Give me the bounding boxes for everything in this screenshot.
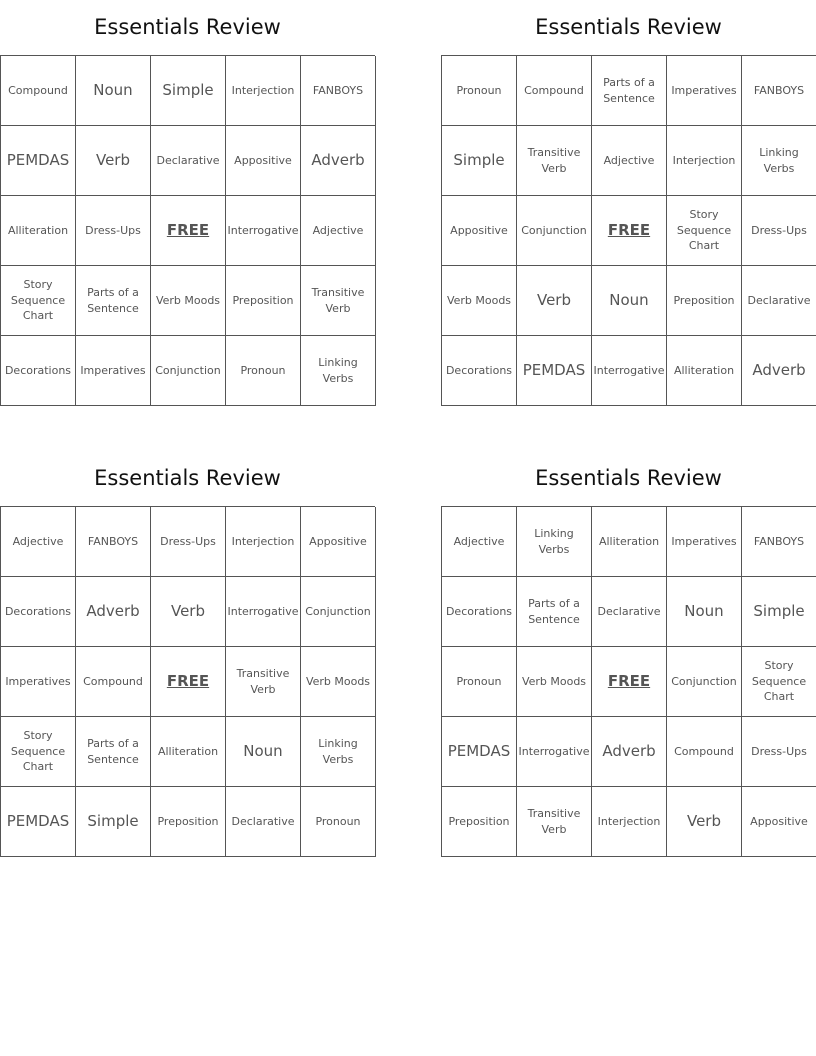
bingo-cell-label: Imperatives — [5, 674, 71, 688]
bingo-cell — [517, 647, 592, 717]
bingo-cell — [667, 507, 742, 577]
bingo-cell — [517, 266, 592, 336]
bingo-cell — [151, 507, 226, 577]
bingo-cell-label: Transitive Verb — [311, 286, 365, 315]
bingo-cell — [301, 577, 376, 647]
bingo-cell — [742, 787, 816, 857]
bingo-cell-label: Preposition — [232, 293, 294, 307]
bingo-cell-label: Verb Moods — [305, 674, 371, 688]
bingo-cell-label: Story Sequence Chart — [676, 208, 732, 253]
bingo-cell — [226, 126, 301, 196]
bingo-cell-label: Parts of a Sentence — [87, 737, 139, 766]
bingo-cell-label: FREE — [166, 671, 210, 690]
bingo-cell-label: Appositive — [450, 223, 508, 237]
bingo-cell-label: PEMDAS — [6, 150, 70, 169]
bingo-cell — [226, 787, 301, 857]
bingo-cell-label: Declarative — [156, 153, 220, 167]
bingo-cell — [592, 56, 667, 126]
bingo-cell — [442, 577, 517, 647]
bingo-cell-label: FANBOYS — [312, 83, 364, 97]
bingo-cell-label: Dress-Ups — [85, 223, 141, 237]
bingo-cell — [517, 787, 592, 857]
bingo-cell — [151, 336, 226, 406]
bingo-cell-label: Noun — [93, 80, 133, 99]
bingo-cell-label: Appositive — [750, 814, 808, 828]
free-space-cell — [592, 196, 667, 266]
bingo-cell-label: Interrogative — [593, 363, 665, 377]
bingo-cell — [742, 577, 816, 647]
bingo-cell — [151, 56, 226, 126]
bingo-cell — [667, 126, 742, 196]
bingo-cell — [667, 336, 742, 406]
bingo-cell — [76, 647, 151, 717]
bingo-cell — [226, 577, 301, 647]
bingo-cell — [151, 577, 226, 647]
bingo-cell — [1, 196, 76, 266]
card-title: Essentials Review — [535, 466, 722, 490]
bingo-cell-label: Linking Verbs — [318, 356, 358, 385]
bingo-cell-label: Verb Moods — [155, 293, 221, 307]
bingo-cell-label: Linking Verbs — [534, 527, 574, 556]
bingo-cell — [151, 126, 226, 196]
bingo-cell — [667, 787, 742, 857]
bingo-grid — [441, 506, 816, 857]
bingo-cell — [742, 717, 816, 787]
bingo-cell-label: Noun — [243, 741, 283, 760]
bingo-cell-label: Interjection — [672, 153, 736, 167]
card-title: Essentials Review — [94, 15, 281, 39]
bingo-cell-label: PEMDAS — [447, 741, 511, 760]
bingo-cell — [226, 336, 301, 406]
bingo-cell-label: Preposition — [673, 293, 735, 307]
bingo-cell-label: Pronoun — [240, 363, 286, 377]
bingo-cell-label: Alliteration — [7, 223, 69, 237]
bingo-cell-label: Decorations — [4, 363, 72, 377]
bingo-cell — [442, 787, 517, 857]
bingo-cell — [517, 56, 592, 126]
free-space-cell — [151, 196, 226, 266]
bingo-cell-label: Alliteration — [598, 534, 660, 548]
bingo-cell — [151, 717, 226, 787]
bingo-cell — [226, 196, 301, 266]
bingo-cell — [442, 647, 517, 717]
bingo-cell-label: Adjective — [453, 534, 505, 548]
bingo-cell — [742, 507, 816, 577]
bingo-cell-label: Conjunction — [521, 223, 587, 237]
bingo-cell — [667, 647, 742, 717]
bingo-cell-label: FREE — [166, 220, 210, 239]
bingo-cell-label: Verb — [95, 150, 130, 169]
bingo-cell-label: Decorations — [445, 604, 513, 618]
bingo-cell — [592, 507, 667, 577]
bingo-cell — [592, 577, 667, 647]
bingo-cell — [226, 717, 301, 787]
bingo-cell — [1, 56, 76, 126]
bingo-cell-label: FREE — [607, 220, 651, 239]
bingo-cell — [76, 266, 151, 336]
bingo-cell — [442, 507, 517, 577]
bingo-cell — [667, 196, 742, 266]
bingo-cell — [442, 196, 517, 266]
bingo-cell-label: Story Sequence Chart — [10, 729, 66, 774]
bingo-cell-label: Conjunction — [305, 604, 371, 618]
bingo-cell-label: Conjunction — [155, 363, 221, 377]
bingo-cell-label: Adjective — [603, 153, 655, 167]
bingo-cell-label: FANBOYS — [753, 534, 805, 548]
bingo-grid — [0, 55, 375, 406]
bingo-cell-label: Dress-Ups — [751, 744, 807, 758]
free-space-cell — [592, 647, 667, 717]
bingo-grid — [0, 506, 375, 857]
bingo-cell-label: Compound — [524, 83, 584, 97]
bingo-cell-label: FANBOYS — [753, 83, 805, 97]
bingo-cell — [151, 266, 226, 336]
bingo-cell-label: Dress-Ups — [751, 223, 807, 237]
bingo-cell-label: Alliteration — [157, 744, 219, 758]
bingo-cell — [442, 336, 517, 406]
bingo-cell — [301, 717, 376, 787]
bingo-cell-label: Interjection — [597, 814, 661, 828]
bingo-cell-label: Transitive Verb — [236, 667, 290, 696]
bingo-cell-label: Noun — [684, 601, 724, 620]
bingo-cell-label: Preposition — [448, 814, 510, 828]
bingo-cell-label: Decorations — [445, 363, 513, 377]
bingo-cell-label: Decorations — [4, 604, 72, 618]
bingo-cell — [301, 266, 376, 336]
bingo-cell-label: Imperatives — [671, 83, 737, 97]
bingo-cell — [226, 266, 301, 336]
bingo-cell — [442, 126, 517, 196]
bingo-cell-label: Imperatives — [671, 534, 737, 548]
bingo-cell-label: Interjection — [231, 83, 295, 97]
bingo-cell-label: Preposition — [157, 814, 219, 828]
bingo-cell — [592, 126, 667, 196]
bingo-cell-label: Story Sequence Chart — [751, 659, 807, 704]
bingo-cell-label: Declarative — [747, 293, 811, 307]
bingo-card-1 — [0, 0, 375, 406]
bingo-cell — [517, 507, 592, 577]
bingo-cell-label: Compound — [674, 744, 734, 758]
bingo-grid — [441, 55, 816, 406]
bingo-cell — [742, 196, 816, 266]
bingo-cell — [517, 717, 592, 787]
bingo-cell-label: Noun — [609, 290, 649, 309]
bingo-cell — [442, 56, 517, 126]
bingo-cell-label: Parts of a Sentence — [87, 286, 139, 315]
bingo-cell — [76, 717, 151, 787]
bingo-cell — [592, 266, 667, 336]
bingo-card-2 — [441, 0, 816, 406]
bingo-cell-label: Adjective — [312, 223, 364, 237]
bingo-cell-label: Interrogative — [227, 223, 299, 237]
bingo-cell-label: Appositive — [309, 534, 367, 548]
bingo-cell — [76, 787, 151, 857]
bingo-cell — [1, 507, 76, 577]
bingo-cell — [301, 787, 376, 857]
bingo-cell — [742, 647, 816, 717]
bingo-cell-label: Verb Moods — [521, 674, 587, 688]
bingo-cell-label: Pronoun — [315, 814, 361, 828]
bingo-cell-label: Simple — [87, 811, 139, 830]
bingo-cell-label: Transitive Verb — [527, 146, 581, 175]
bingo-cell-label: Declarative — [597, 604, 661, 618]
free-space-cell — [151, 647, 226, 717]
bingo-cell — [592, 336, 667, 406]
bingo-cell — [517, 336, 592, 406]
bingo-cell-label: Compound — [83, 674, 143, 688]
bingo-cell — [226, 507, 301, 577]
bingo-cell — [1, 787, 76, 857]
bingo-cell — [667, 56, 742, 126]
bingo-cell — [1, 647, 76, 717]
bingo-cell — [301, 507, 376, 577]
bingo-cell — [667, 266, 742, 336]
bingo-cell — [667, 717, 742, 787]
bingo-cell-label: Pronoun — [456, 674, 502, 688]
bingo-cell — [301, 126, 376, 196]
bingo-cell-label: Adjective — [12, 534, 64, 548]
bingo-cell — [592, 787, 667, 857]
card-title: Essentials Review — [535, 15, 722, 39]
card-title: Essentials Review — [94, 466, 281, 490]
bingo-cell — [517, 126, 592, 196]
bingo-cell — [76, 196, 151, 266]
bingo-cell-label: Compound — [8, 83, 68, 97]
bingo-cell — [151, 787, 226, 857]
bingo-cell-label: Appositive — [234, 153, 292, 167]
bingo-cell-label: FREE — [607, 671, 651, 690]
bingo-cell-label: Verb — [536, 290, 571, 309]
bingo-cell — [1, 266, 76, 336]
bingo-cell-label: Verb Moods — [446, 293, 512, 307]
bingo-cell — [76, 336, 151, 406]
bingo-cell — [742, 56, 816, 126]
bingo-cell — [592, 717, 667, 787]
bingo-cell-label: Story Sequence Chart — [10, 278, 66, 323]
bingo-cell-label: Adverb — [86, 601, 140, 620]
bingo-cell — [667, 577, 742, 647]
bingo-cell — [301, 56, 376, 126]
bingo-cell — [76, 56, 151, 126]
bingo-cell — [517, 196, 592, 266]
bingo-cell-label: Alliteration — [673, 363, 735, 377]
bingo-cell-label: Simple — [162, 80, 214, 99]
bingo-cell-label: Pronoun — [456, 83, 502, 97]
bingo-cell — [1, 577, 76, 647]
bingo-cell — [1, 336, 76, 406]
bingo-cell-label: Conjunction — [671, 674, 737, 688]
bingo-cell — [76, 577, 151, 647]
bingo-cell-label: Adverb — [311, 150, 365, 169]
bingo-cell — [301, 196, 376, 266]
bingo-cell — [301, 647, 376, 717]
bingo-cell-label: Interrogative — [227, 604, 299, 618]
bingo-cell — [76, 507, 151, 577]
bingo-cell-label: Imperatives — [80, 363, 146, 377]
bingo-cell — [742, 336, 816, 406]
bingo-cell-label: Simple — [753, 601, 805, 620]
bingo-cell-label: PEMDAS — [522, 360, 586, 379]
bingo-cell-label: Verb — [170, 601, 205, 620]
bingo-cell-label: Transitive Verb — [527, 807, 581, 836]
bingo-cell-label: Interrogative — [518, 744, 590, 758]
bingo-cell-label: Linking Verbs — [759, 146, 799, 175]
bingo-card-3 — [0, 451, 375, 857]
bingo-cell-label: Adverb — [602, 741, 656, 760]
bingo-cell — [442, 266, 517, 336]
bingo-cell-label: Interjection — [231, 534, 295, 548]
bingo-cell-label: PEMDAS — [6, 811, 70, 830]
bingo-cell — [301, 336, 376, 406]
bingo-cell-label: Dress-Ups — [160, 534, 216, 548]
bingo-cell — [742, 266, 816, 336]
bingo-cell-label: Parts of a Sentence — [603, 76, 655, 105]
bingo-cell-label: Declarative — [231, 814, 295, 828]
bingo-cell — [1, 126, 76, 196]
bingo-cell — [226, 56, 301, 126]
bingo-cell — [226, 647, 301, 717]
bingo-cell-label: Parts of a Sentence — [528, 597, 580, 626]
bingo-card-4 — [441, 451, 816, 857]
bingo-cell-label: Linking Verbs — [318, 737, 358, 766]
bingo-cell — [76, 126, 151, 196]
bingo-cell-label: FANBOYS — [87, 534, 139, 548]
bingo-cell-label: Adverb — [752, 360, 806, 379]
bingo-cell-label: Verb — [686, 811, 721, 830]
bingo-cell-label: Simple — [453, 150, 505, 169]
bingo-cell — [442, 717, 517, 787]
bingo-cell — [1, 717, 76, 787]
bingo-cell — [742, 126, 816, 196]
bingo-cell — [517, 577, 592, 647]
